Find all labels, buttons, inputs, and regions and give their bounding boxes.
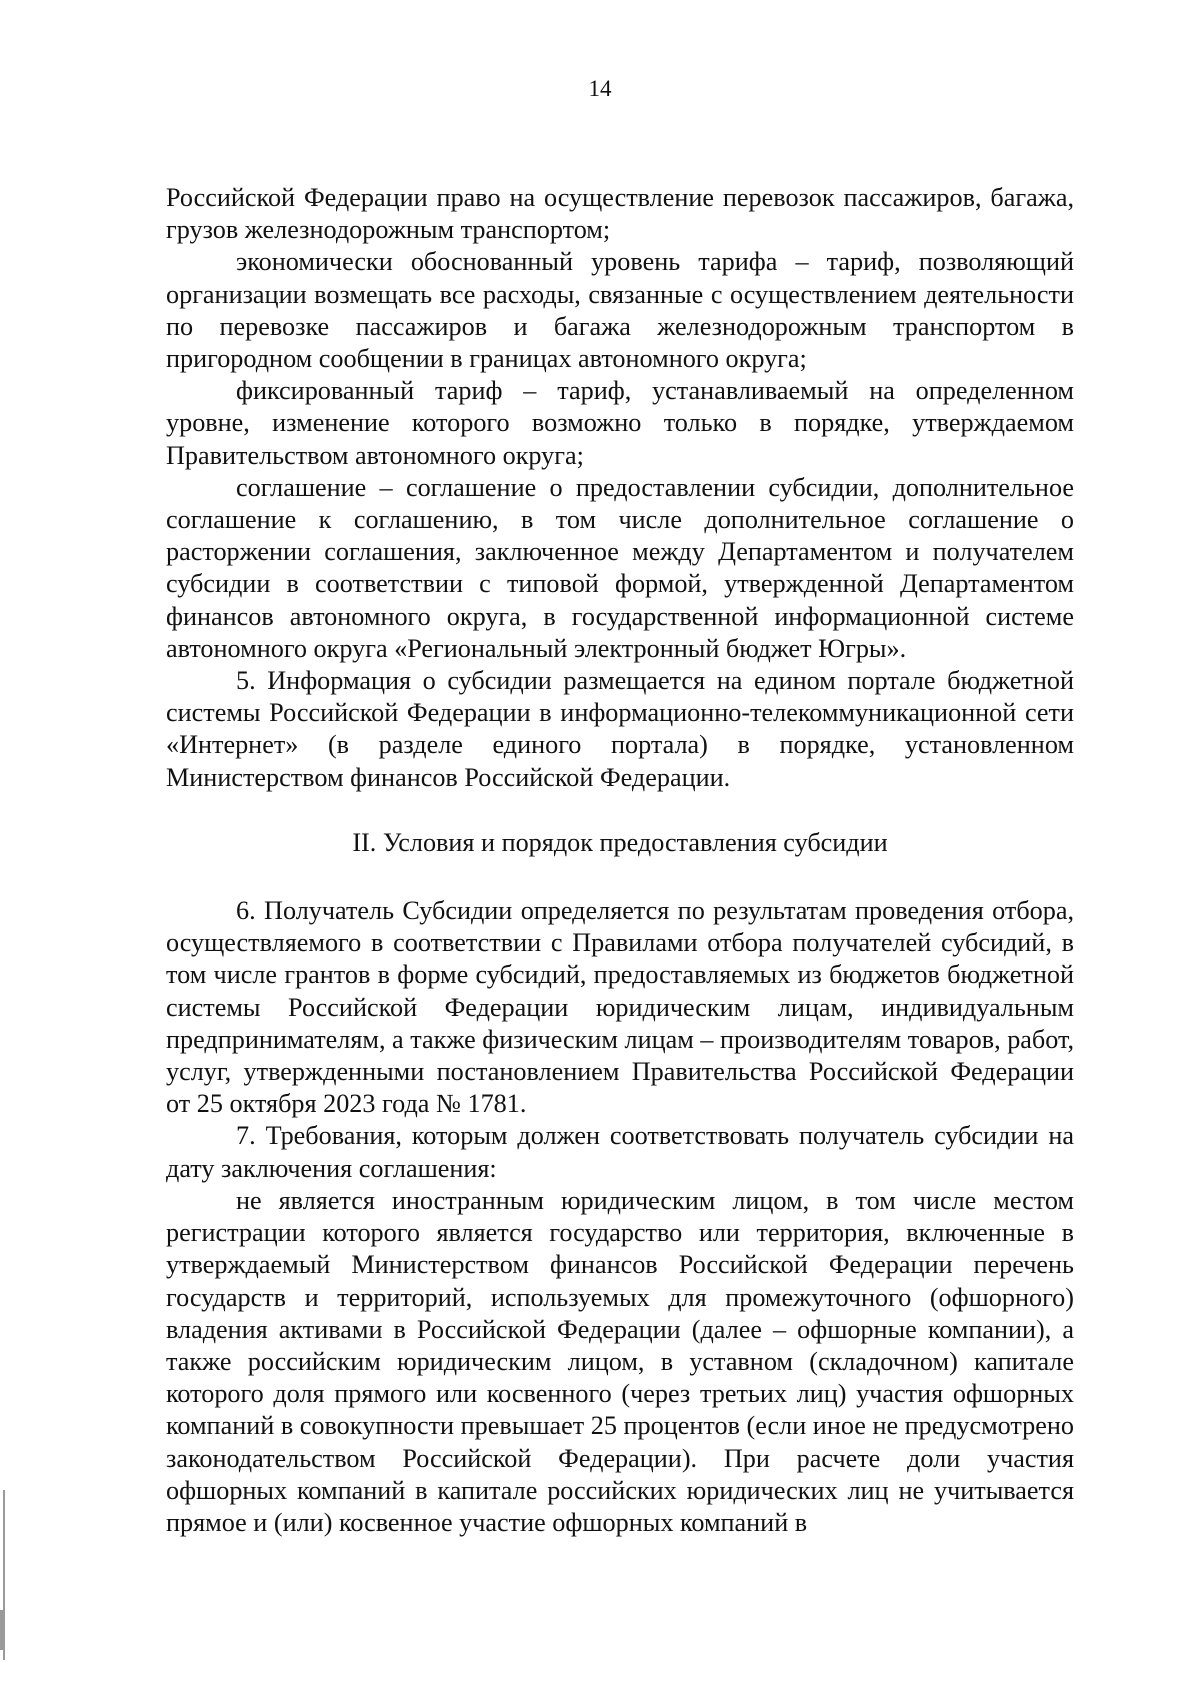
paragraph-requirement: не является иностранным юридическим лицом, в том числе местом регистрации которого является государство или территория, включенные в утверждаемый Министерством финансов Российской Федерации перечень государств и территорий, используемых для промежуточного (офшорного) владения активами в Российской Федерации (далее – офшорные компании), а также российским юридическим лицом, в уставном (складочном) капитале которого доля прямого или косвенного (через третьих лиц) участия офшорных компаний в совокупности превышает 25 процентов (если иное не предусмотрено законодательством Российской Федерации). При расчете доли участия офшорных компаний в капитале российских юридических лиц не учитывается прямое и (или) косвенное участие офшорных компаний в (166, 1185, 1074, 1537)
scan-margin-mark (3, 1490, 5, 1660)
paragraph-item-7: 7. Требования, которым должен соответствовать получатель субсидии на дату заключения соглашения: (166, 1121, 1074, 1183)
scan-margin-mark (0, 1610, 3, 1650)
page-number: 14 (588, 76, 612, 101)
section-heading: II. Условия и порядок предоставления субсидии (352, 827, 888, 857)
paragraph-item-5: 5. Информация о субсидии размещается на едином портале бюджетной системы Российской Федерации в информационно-телекоммуникационной сети «Интернет» (в разделе единого портала) в порядке, установленном Министерством финансов Российской Федерации. (166, 666, 1074, 792)
paragraph-fixed-tariff: фиксированный тариф – тариф, устанавливаемый на определенном уровне, изменение которого возможно только в порядке, утверждаемом Правительством автономного округа; (166, 376, 1074, 470)
paragraph-agreement: соглашение – соглашение о предоставлении субсидии, дополнительное соглашение к соглашению, в том числе дополнительное соглашение о расторжении соглашения, заключенное между Департаментом и получателем субсидии в соответствии с типовой формой, утвержденной Департаментом финансов автономного округа, в государственной информационной системе автономного округа «Региональный электронный бюджет Югры». (166, 472, 1074, 663)
document-body (166, 182, 1074, 1539)
paragraph-continuation: Российской Федерации право на осуществление перевозок пассажиров, багажа, грузов железнодорожным транспортом; (166, 183, 1074, 245)
paragraph-item-6: 6. Получатель Субсидии определяется по результатам проведения отбора, осуществляемого в соответствии с Правилами отбора получателей субсидий, в том числе грантов в форме субсидий, предоставляемых из бюджетов бюджетной системы Российской Федерации юридическим лицам, индивидуальным предпринимателям, а также физическим лицам – производителям товаров, работ, услуг, утвержденными постановлением Правительства Российской Федерации от 25 октября 2023 года № 1781. (166, 896, 1075, 1119)
paragraph-economic-tariff: экономически обоснованный уровень тарифа – тариф, позволяющий организации возмещать все расходы, связанные с осуществлением деятельности по перевозке пассажиров и багажа железнодорожным транспортом в пригородном сообщении в границах автономного округа; (166, 247, 1074, 374)
